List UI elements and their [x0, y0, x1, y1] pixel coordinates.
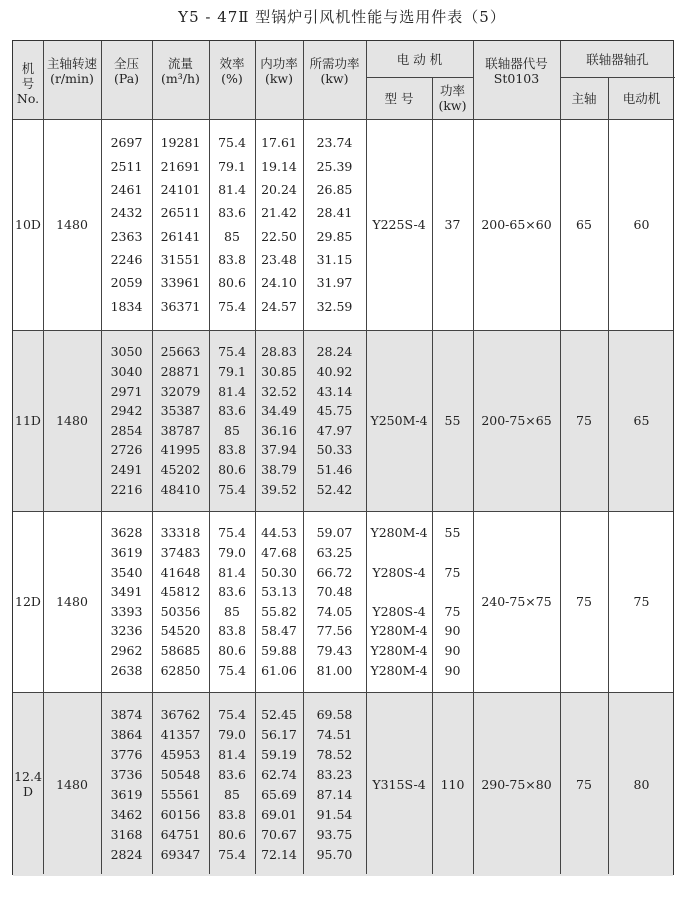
pressure-value: 2971: [110, 383, 143, 399]
motor-model-line: Y315S-4: [372, 776, 426, 792]
bore-main-line: 75: [576, 413, 592, 428]
pressure-value: 2363: [110, 228, 143, 244]
efficiency-value: 83.8: [218, 252, 246, 268]
required-power-value: 70.48: [316, 584, 353, 600]
pressure-value: 3040: [110, 363, 143, 379]
motor-power: 90: [444, 623, 461, 639]
machine-no: [13, 511, 43, 692]
header-bore-motor-line: 电动机: [622, 90, 661, 106]
efficiency-value: 80.6: [218, 826, 246, 842]
pressure-value: 1834: [110, 298, 143, 314]
flow-value: 21691: [160, 158, 201, 174]
internal-power-value: 53.13: [261, 584, 297, 600]
flow-value: 55561: [160, 786, 201, 802]
internal-power-value: 39.52: [261, 481, 297, 497]
flow-value: 28871: [160, 363, 201, 379]
bore-main-line: 75: [576, 594, 592, 609]
header-motor-power: [432, 77, 473, 119]
pressure-value: 2432: [110, 205, 143, 221]
efficiency-value: 75.4: [218, 525, 246, 541]
internal-power-value: 56.17: [261, 726, 297, 742]
motor-model: [366, 119, 432, 330]
efficiency-value: 80.6: [218, 643, 246, 659]
motor-power: [432, 119, 473, 330]
speed-value: [43, 692, 101, 876]
pressure-value: 3168: [110, 826, 143, 842]
flow-value: 62850: [160, 662, 201, 678]
required-power-value: 26.85: [316, 181, 353, 197]
header-required-power-line: 所需功率: [309, 56, 360, 71]
required-power-value: 29.85: [316, 228, 353, 244]
machine-no-line: 12D: [15, 594, 41, 609]
bore-motor: [608, 330, 675, 511]
flow-value: 31551: [160, 252, 201, 268]
internal-power-value: 58.47: [261, 623, 297, 639]
required-power-value: 51.46: [316, 462, 353, 478]
efficiency-value: 83.6: [218, 403, 246, 419]
efficiency-value: 81.4: [218, 564, 246, 580]
bore-motor-line: 80: [633, 776, 650, 792]
required-power-value: 93.75: [316, 826, 353, 842]
internal-power-value: 65.69: [261, 786, 297, 802]
efficiency-value: 85: [224, 228, 240, 244]
header-motor-group-line: 电 动 机: [396, 51, 443, 67]
pressure-value: 3540: [110, 564, 143, 580]
internal-power-value: 44.53: [261, 525, 297, 541]
required-power-value: 45.75: [316, 403, 353, 419]
motor-model: Y280M-4: [370, 662, 428, 678]
bore-main: [560, 119, 608, 330]
machine-no-line: 12.4: [14, 769, 42, 784]
internal-power-value: 70.67: [261, 826, 297, 842]
header-motor-model: [366, 77, 432, 119]
pressure-value: 3236: [110, 623, 143, 639]
header-motor-power-line: 功率: [439, 83, 465, 98]
required-power-value: 59.07: [316, 525, 353, 541]
internal-power-value: 69.01: [261, 806, 297, 822]
efficiency-value: 75.4: [218, 481, 246, 497]
pressure-value: 3393: [110, 603, 143, 619]
required-power-value: 25.39: [316, 158, 353, 174]
coupling-code: [473, 511, 560, 692]
coupling-code-line: 200-75×65: [481, 413, 552, 428]
header-flow-line: (m³/h): [161, 71, 200, 86]
pressure-value: 2059: [110, 275, 143, 291]
flow-value: 24101: [160, 181, 201, 197]
internal-power-value: 22.50: [261, 228, 297, 244]
speed-value-line: 1480: [56, 776, 88, 792]
required-power-value: 74.05: [316, 603, 353, 619]
flow-value: 19281: [160, 135, 201, 151]
flow-value: 60156: [160, 806, 201, 822]
efficiency-value: 83.8: [218, 806, 246, 822]
speed-value: [43, 511, 101, 692]
required-power-value: 63.25: [316, 544, 353, 560]
internal-power-value: 30.85: [261, 363, 297, 379]
page-title: Y5 - 47Ⅱ 型锅炉引风机性能与选用件表（5）: [178, 8, 506, 26]
efficiency-value: 83.6: [218, 584, 246, 600]
required-power-value: 95.70: [316, 846, 353, 862]
coupling-code: [473, 330, 560, 511]
motor-power-line: 37: [444, 217, 461, 232]
header-bore-group-line: 联轴器轴孔: [586, 51, 649, 67]
speed-value: [43, 119, 101, 330]
efficiency-value: 81.4: [218, 383, 246, 399]
efficiency-value: 75.4: [218, 344, 246, 360]
coupling-code-line: 290-75×80: [481, 776, 552, 792]
efficiency-value: 79.0: [218, 726, 246, 742]
header-pressure-line: (Pa): [113, 71, 140, 86]
motor-model: Y280S-4: [372, 603, 426, 619]
header-bore-main-line: 主轴: [571, 90, 597, 106]
flow-value: 35387: [160, 403, 201, 419]
pressure-value: 3491: [110, 584, 143, 600]
bore-motor: [608, 511, 675, 692]
flow-value: 50548: [160, 766, 201, 782]
required-power-value: 50.33: [316, 442, 353, 458]
pressure-value: 2511: [110, 158, 143, 174]
pressure-value: 3864: [110, 726, 143, 742]
pressure-value: 2824: [110, 846, 143, 862]
motor-model-line: Y250M-4: [370, 413, 428, 428]
bore-main: [560, 692, 608, 876]
motor-power: 90: [444, 662, 461, 678]
machine-no: [13, 330, 43, 511]
pressure-value: 2962: [110, 643, 143, 659]
motor-model: Y280M-4: [370, 525, 428, 541]
bore-motor-line: 75: [633, 594, 650, 609]
motor-model: Y280M-4: [370, 623, 428, 639]
internal-power-value: 17.61: [261, 135, 297, 151]
internal-power-value: 23.48: [261, 252, 297, 268]
pressure-value: 2697: [110, 135, 143, 151]
required-power-value: 87.14: [316, 786, 353, 802]
required-power-value: 31.15: [316, 252, 353, 268]
flow-value: 32079: [160, 383, 201, 399]
coupling-code-line: 240-75×75: [481, 594, 552, 609]
required-power-value: 32.59: [316, 298, 353, 314]
machine-no-line: 10D: [15, 217, 41, 232]
bore-motor-line: 65: [633, 413, 650, 428]
flow-value: 41995: [160, 442, 201, 458]
pressure-value: 2854: [110, 422, 143, 438]
motor-model: Y280M-4: [370, 643, 428, 659]
efficiency-value: 75.4: [218, 298, 246, 314]
flow-value: 36762: [160, 706, 201, 722]
required-power-value: 74.51: [316, 726, 353, 742]
bore-main: [560, 330, 608, 511]
internal-power-value: 21.42: [261, 205, 297, 221]
efficiency-value: 75.4: [218, 135, 246, 151]
header-coupling-code-line: St0103: [493, 71, 540, 86]
required-power-value: 47.97: [316, 422, 353, 438]
efficiency-value: 80.6: [218, 275, 246, 291]
header-machine-no-line: 机: [21, 60, 35, 76]
bore-motor: [608, 692, 675, 876]
internal-power-value: 59.19: [261, 746, 297, 762]
header-flow: [152, 41, 209, 101]
motor-power: 90: [444, 643, 461, 659]
bore-main-line: 75: [576, 776, 592, 792]
efficiency-value: 75.4: [218, 662, 246, 678]
header-coupling-code: [473, 41, 560, 101]
header-pressure-line: 全压: [113, 56, 139, 71]
efficiency-value: 83.8: [218, 442, 246, 458]
speed-value-line: 1480: [56, 413, 88, 428]
pressure-value: 3462: [110, 806, 143, 822]
header-flow-line: 流量: [167, 56, 193, 71]
bore-main: [560, 511, 608, 692]
required-power-value: 78.52: [316, 746, 353, 762]
motor-power: 75: [444, 603, 461, 619]
internal-power-value: 24.57: [261, 298, 297, 314]
flow-value: 36371: [160, 298, 201, 314]
motor-power: [432, 692, 473, 876]
machine-no-line: D: [22, 784, 34, 799]
internal-power-value: 50.30: [261, 564, 297, 580]
header-motor-group: [366, 41, 473, 77]
efficiency-value: 85: [224, 603, 240, 619]
required-power-value: 69.58: [316, 706, 353, 722]
header-efficiency-line: (%): [221, 71, 243, 86]
internal-power-value: 62.74: [261, 766, 297, 782]
pressure-value: 3628: [110, 525, 143, 541]
efficiency-value: 83.6: [218, 205, 246, 221]
header-efficiency: [209, 41, 255, 101]
header-machine-no-line: 号: [21, 75, 35, 91]
speed-value-line: 1480: [56, 594, 88, 609]
bore-motor: [608, 119, 675, 330]
header-coupling-code-line: 联轴器代号: [485, 56, 548, 71]
header-speed: [43, 41, 101, 101]
bore-main-line: 65: [576, 217, 592, 232]
header-speed-line: (r/min): [50, 71, 94, 86]
pressure-value: 3874: [110, 706, 143, 722]
flow-value: 41648: [160, 564, 201, 580]
coupling-code: [473, 119, 560, 330]
efficiency-value: 85: [224, 786, 240, 802]
header-motor-power-line: (kw): [438, 98, 467, 113]
flow-value: 45202: [160, 462, 201, 478]
pressure-value: 3736: [110, 766, 143, 782]
efficiency-value: 75.4: [218, 846, 246, 862]
flow-value: 69347: [160, 846, 201, 862]
required-power-value: 31.97: [316, 275, 353, 291]
internal-power-value: 34.49: [261, 403, 297, 419]
motor-power: [432, 330, 473, 511]
motor-power-line: 110: [440, 776, 465, 792]
flow-value: 48410: [160, 481, 201, 497]
header-required-power-line: (kw): [320, 71, 349, 86]
internal-power-value: 55.82: [261, 603, 297, 619]
coupling-code-line: 200-65×60: [481, 217, 552, 232]
pressure-value: 2638: [110, 662, 143, 678]
efficiency-value: 79.0: [218, 544, 246, 560]
motor-model-line: Y225S-4: [372, 217, 426, 232]
motor-power: 75: [444, 564, 461, 580]
header-internal-power: [255, 41, 303, 101]
flow-value: 58685: [160, 643, 201, 659]
speed-value: [43, 330, 101, 511]
internal-power-value: 36.16: [261, 422, 297, 438]
flow-value: 26511: [160, 205, 201, 221]
efficiency-value: 81.4: [218, 746, 246, 762]
efficiency-value: 85: [224, 422, 240, 438]
machine-no: [13, 119, 43, 330]
efficiency-value: 80.6: [218, 462, 246, 478]
flow-value: 26141: [160, 228, 201, 244]
internal-power-value: 19.14: [261, 158, 297, 174]
pressure-value: 2726: [110, 442, 143, 458]
pressure-value: 2491: [110, 462, 143, 478]
machine-no-line: 11D: [15, 413, 41, 428]
required-power-value: 40.92: [316, 363, 353, 379]
flow-value: 33318: [160, 525, 201, 541]
required-power-value: 77.56: [316, 623, 353, 639]
flow-value: 33961: [160, 275, 201, 291]
internal-power-value: 38.79: [261, 462, 297, 478]
required-power-value: 28.41: [316, 205, 353, 221]
header-required-power: [303, 41, 366, 101]
required-power-value: 81.00: [316, 662, 353, 678]
pressure-value: 2216: [110, 481, 143, 497]
internal-power-value: 47.68: [261, 544, 297, 560]
efficiency-value: 79.1: [218, 158, 246, 174]
efficiency-value: 83.6: [218, 766, 246, 782]
internal-power-value: 37.94: [261, 442, 297, 458]
internal-power-value: 32.52: [261, 383, 297, 399]
required-power-value: 23.74: [316, 135, 353, 151]
internal-power-value: 20.24: [261, 181, 297, 197]
pressure-value: 2461: [110, 181, 143, 197]
internal-power-value: 59.88: [261, 643, 297, 659]
motor-model: [366, 330, 432, 511]
speed-value-line: 1480: [56, 217, 88, 232]
efficiency-value: 83.8: [218, 623, 246, 639]
pressure-value: 3050: [110, 344, 143, 360]
motor-power: 55: [444, 525, 461, 541]
motor-power-line: 55: [444, 413, 461, 428]
internal-power-value: 72.14: [261, 846, 297, 862]
machine-no: [13, 692, 43, 876]
motor-model: Y280S-4: [372, 564, 426, 580]
efficiency-value: 79.1: [218, 363, 246, 379]
flow-value: 50356: [160, 603, 201, 619]
flow-value: 41357: [160, 726, 201, 742]
required-power-value: 79.43: [316, 643, 353, 659]
internal-power-value: 61.06: [261, 662, 297, 678]
bore-motor-line: 60: [633, 217, 650, 232]
header-speed-line: 主轴转速: [46, 56, 97, 71]
internal-power-value: 52.45: [261, 706, 297, 722]
header-motor-model-line: 型 号: [384, 90, 414, 106]
header-pressure: [101, 41, 152, 101]
flow-value: 37483: [160, 544, 201, 560]
internal-power-value: 28.83: [261, 344, 297, 360]
flow-value: 38787: [160, 422, 201, 438]
required-power-value: 28.24: [316, 344, 353, 360]
header-bore-main: [560, 77, 608, 119]
header-machine-no-line: No.: [16, 90, 40, 106]
header-bore-motor: [608, 77, 675, 119]
header-bore-group: [560, 41, 675, 77]
pressure-value: 3776: [110, 746, 143, 762]
efficiency-value: 81.4: [218, 181, 246, 197]
flow-value: 45953: [160, 746, 201, 762]
motor-model: [366, 692, 432, 876]
header-internal-power-line: (kw): [264, 71, 294, 86]
flow-value: 25663: [160, 344, 201, 360]
required-power-value: 43.14: [316, 383, 353, 399]
header-internal-power-line: 内功率: [260, 56, 298, 71]
required-power-value: 52.42: [316, 481, 353, 497]
header-machine-no: [13, 47, 43, 119]
coupling-code: [473, 692, 560, 876]
flow-value: 45812: [160, 584, 201, 600]
efficiency-value: 75.4: [218, 706, 246, 722]
pressure-value: 2942: [110, 403, 143, 419]
performance-table: [12, 40, 674, 875]
header-efficiency-line: 效率: [219, 56, 245, 71]
flow-value: 54520: [160, 623, 201, 639]
required-power-value: 66.72: [316, 564, 353, 580]
pressure-value: 3619: [110, 786, 143, 802]
internal-power-value: 24.10: [261, 275, 297, 291]
required-power-value: 83.23: [316, 766, 353, 782]
flow-value: 64751: [160, 826, 201, 842]
required-power-value: 91.54: [316, 806, 353, 822]
pressure-value: 2246: [110, 252, 143, 268]
pressure-value: 3619: [110, 544, 143, 560]
